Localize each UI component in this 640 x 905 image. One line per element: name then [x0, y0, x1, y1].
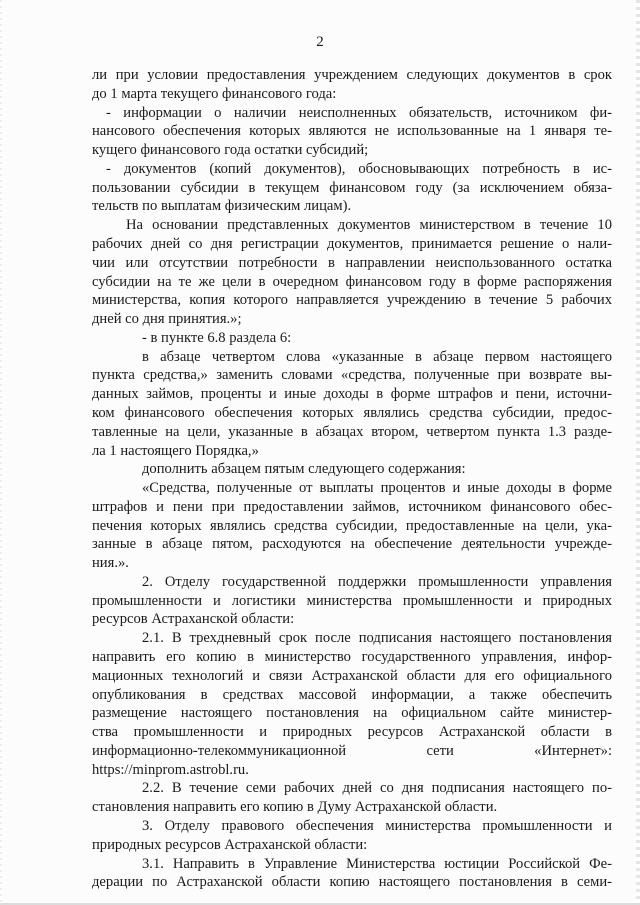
- text-line: становления направить его копию в Думу Астраханской области.: [92, 799, 498, 816]
- text-line: промышленности и логистики министерства промышленности и природных: [92, 592, 612, 609]
- text-line: ресурсов Астраханской области:: [92, 611, 295, 628]
- text-line: 2.1. В трехдневный срок после подписания настоящего постановления: [142, 630, 612, 647]
- text-line: данных займов, проценты и иные доходы в форме штрафов и пени, источни-: [92, 386, 612, 403]
- text-line: - информации о наличии неисполненных обязательств, источником фи-: [106, 104, 612, 121]
- text-line: ли при условии предоставления учреждением следующих документов в срок: [92, 67, 612, 83]
- text-line: природных ресурсов Астраханской области:: [92, 836, 368, 853]
- text-line: тавленные на цели, указанные в абзацах втором, четвертом пункта 1.3 разде-: [92, 423, 612, 440]
- page-number: 2: [316, 34, 324, 50]
- text-line: печения которых являлись средства субсидии, предоставленные на цели, ука-: [92, 517, 612, 534]
- text-line: 2. Отделу государственной поддержки промышленности управления: [142, 573, 612, 590]
- text-line: занные в абзаце пятом, расходуются на обеспечение деятельности учрежде-: [92, 536, 612, 553]
- text-line: мационных технологий и связи Астраханской области для его официального: [92, 667, 612, 684]
- text-line: министерства, копия которого направляется учреждению в течение 5 рабочих: [92, 292, 612, 309]
- text-line: размещение настоящего постановления на официальном сайте министер-: [92, 705, 612, 722]
- text-line: ком финансового обеспечения которых являлись средства субсидии, предос-: [92, 404, 612, 421]
- text-line: - документов (копий документов), обосновывающих потребность в ис-: [106, 160, 612, 177]
- scan-right-edge: [636, 0, 640, 905]
- text-line: пункта средства,» заменить словами «средства, полученные при возврате вы-: [92, 367, 612, 384]
- text-line: «Средства, полученные от выплаты процентов и иные доходы в форме: [142, 480, 612, 496]
- text-line: ния.».: [92, 555, 129, 572]
- text-line: нансового обеспечения которых являются не использованные на 1 января те-: [92, 123, 612, 140]
- text-line: дней со дня принятия.»;: [92, 311, 242, 327]
- text-line: ла 1 настоящего Порядка,»: [92, 442, 259, 459]
- text-line: в абзаце четвертом слова «указанные в абзаце первом настоящего: [142, 348, 612, 365]
- text-line: дополнить абзацем пятым следующего содержания:: [142, 461, 466, 478]
- text-line: чии или отсутствии потребности в направлении неиспользованного остатка: [92, 254, 612, 271]
- url-line: https://minprom.astrobl.ru.: [92, 761, 249, 778]
- text-line: штрафов и пени при предоставлении займов, источником финансового обес-: [92, 498, 612, 515]
- text-line: до 1 марта текущего финансового года:: [92, 85, 337, 102]
- scan-left-edge: [0, 0, 2, 905]
- text-line: 3.1. Направить в Управление Министерства юстиции Российской Фе-: [142, 855, 612, 872]
- text-line: 3. Отделу правового обеспечения министерства промышленности и: [142, 817, 612, 834]
- text-line: - в пункте 6.8 раздела 6:: [142, 329, 292, 346]
- text-line: тельств по выплатам физическим лицам).: [92, 198, 352, 215]
- text-line: информационно-телекоммуникационной сети «Интернет»:: [92, 742, 612, 759]
- text-line: субсидии на те же цели в очередном финансовом году в форме распоряжения: [92, 273, 612, 290]
- text-line: опубликования в средствах массовой информации, а также обеспечить: [92, 686, 612, 703]
- text-line: ства промышленности и природных ресурсов Астраханской области в: [92, 724, 612, 740]
- text-line: На основании представленных документов министерством в течение 10: [126, 217, 612, 234]
- text-line: 2.2. В течение семи рабочих дней со дня подписания настоящего по-: [142, 780, 612, 797]
- text-line: кущего финансового года остатки субсидий;: [92, 142, 369, 159]
- text-line: направить его копию в министерство государственного управления, инфор-: [92, 649, 612, 665]
- text-line: дерации по Астраханской области копию настоящего постановления в семи-: [92, 874, 612, 891]
- text-line: пользовании субсидии в текущем финансовом году (за исключением обяза-: [92, 179, 612, 196]
- text-line: рабочих дней со дня регистрации документов, принимается решение о нали-: [92, 236, 612, 252]
